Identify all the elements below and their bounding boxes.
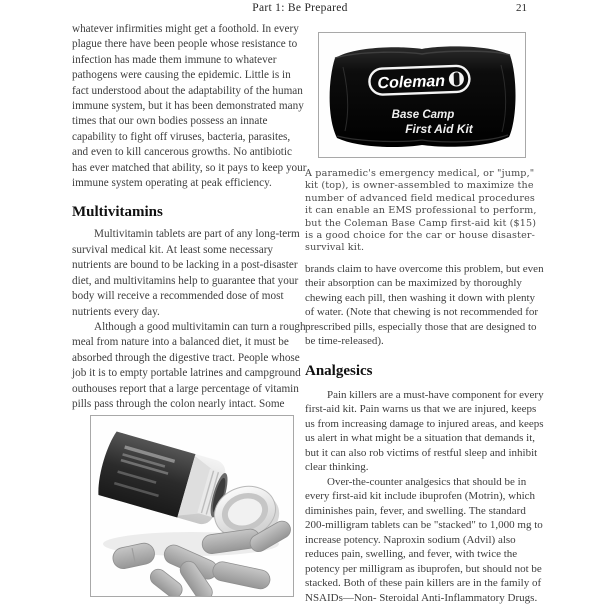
body-paragraph: Multivitamin tablets are part of any long-term survival medical kit. At least some necessary nutrients are bound to be lacking in a post-disaster diet, and multivitamins help to guarantee that your body will receive a recommended dose of most nutrients every day. [72, 228, 300, 318]
body-paragraph: Over-the-counter analgesics that should be in every first-aid kit include ibuprofen (Motrin), which diminishes pain, fever, and swelling. The standard 200-milligram tablets can be "stacked" to 1,000 mg to increase potency. Naproxin sodium (Advil) also reduces pain, swelling, and fever, with twice the potency per milligram as ibuprofen, but should not be stacked. Both of these pain killers are in the family of NSAIDs—Non- Steroidal Anti-Inflammatory Drugs. [305, 475, 543, 604]
section-heading-analgesics: Analgesics [305, 362, 373, 379]
left-column [72, 22, 308, 412]
body-paragraph: Although a good multivitamin can turn a rough meal from nature into a balanced diet, it must be absorbed through the digestive tract. People whose job it is to empty portable latrines and campground outhouses report that a large percentage of vitamin pills pass through the colon nearly intact. Some [72, 320, 306, 410]
body-paragraph: Pain killers are a must-have component for every first-aid kit. Pain warns us that we are injured, keeps us from increasing damage to injured areas, and keeps us alert in what might be a situation that demands it, but it can also rob victims of restful sleep and inhibit clear thinking. [305, 388, 544, 474]
running-head-title: Part 1: Be Prepared [252, 2, 348, 14]
kit-label-line2: First Aid Kit [405, 122, 473, 136]
pill-bottle-illustration [91, 416, 293, 596]
figure-caption: A paramedic's emergency medical, or "jump," kit (top), is owner-assembled to maximize the number of advanced field medical procedures it can enable an EMS professional to perform, but the Coleman Base Camp first-aid kit ($15) is a good choice for the car or house disaster-survival kit. [305, 168, 537, 254]
pill [211, 560, 272, 591]
kit-label-line1: Base Camp [391, 109, 455, 121]
vitamin-bottle-photo [90, 415, 294, 597]
page-number: 21 [516, 2, 527, 14]
body-paragraph: whatever infirmities might get a foothold. In every plague there have been people whose resistance to infection has made them immune to whatever pathogens were causing the epidemic. Little is in fact understood about the adaptability of the human immune system, but it has been demonstrated many times that our own bodies possess an innate capability to fight off viruses, bacteria, parasites, and even to kill cancerous growths. No antibiotic has ever matched that ability, so it pays to keep your immune system operating at peak efficiency. [72, 23, 307, 190]
body-paragraph: brands claim to have overcome this problem, but even their absorption can be maximized by thoroughly chewing each pill, then washing it down with plenty of water. (Note that chewing is not recommended for prescribed pills, especially those that are designed to be time-released). [305, 262, 544, 348]
coleman-pouch [330, 46, 516, 147]
pills-group [111, 518, 293, 596]
coleman-logo [369, 66, 470, 95]
first-aid-kit-illustration [319, 33, 525, 157]
pill [147, 566, 185, 596]
section-heading-multivitamins: Multivitamins [72, 204, 163, 221]
right-column [305, 32, 545, 605]
first-aid-kit-photo [318, 32, 526, 158]
coleman-brand-text: Coleman [377, 72, 446, 93]
pill-bottle [94, 430, 234, 528]
